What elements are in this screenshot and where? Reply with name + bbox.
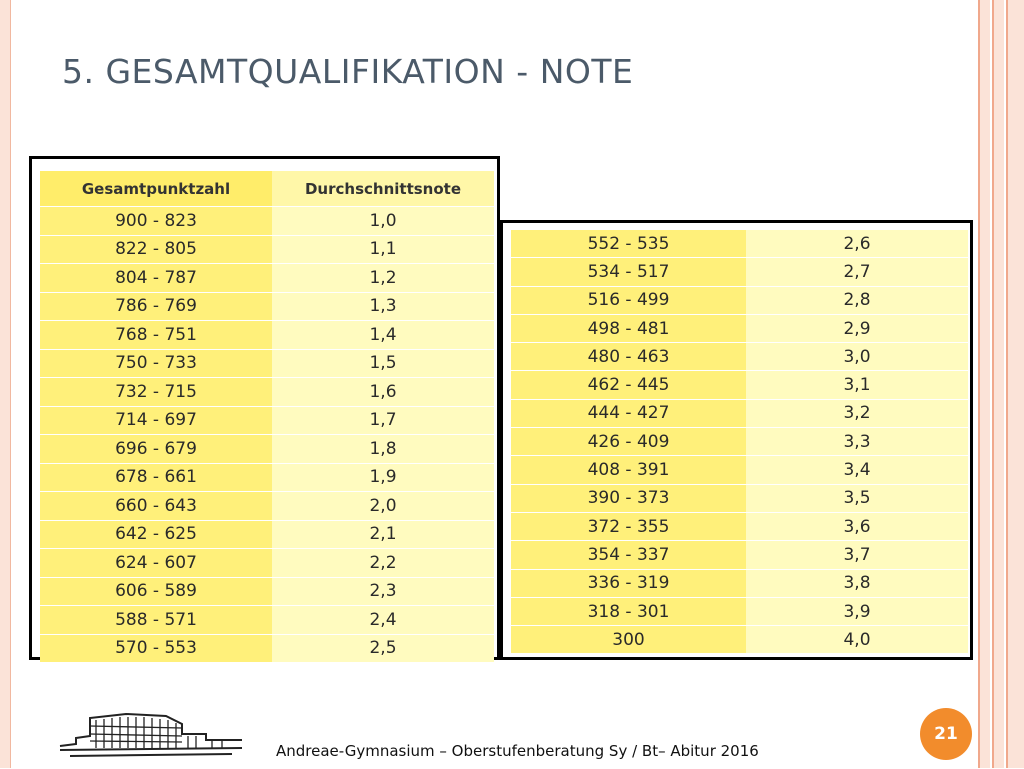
cell-total-points: 804 - 787 (40, 264, 272, 292)
table-row (511, 400, 968, 427)
cell-total-points: 822 - 805 (40, 236, 272, 264)
cell-total-points: 660 - 643 (40, 492, 272, 520)
cell-total-points: 588 - 571 (40, 606, 272, 634)
page-number-badge: 21 (920, 708, 972, 760)
slide-frame-right-stripe (1006, 0, 1024, 768)
cell-total-points: 714 - 697 (40, 407, 272, 435)
table-row (40, 606, 494, 634)
cell-total-points: 300 (511, 626, 746, 653)
table-row (511, 428, 968, 455)
table-row (511, 315, 968, 342)
slide-frame-right-stripe (978, 0, 990, 768)
cell-average-grade: 1,8 (272, 435, 494, 463)
cell-total-points: 732 - 715 (40, 378, 272, 406)
cell-total-points: 390 - 373 (511, 485, 746, 512)
cell-total-points: 624 - 607 (40, 549, 272, 577)
school-building-logo-icon (56, 710, 246, 765)
cell-average-grade: 2,7 (746, 258, 968, 285)
cell-average-grade: 2,4 (272, 606, 494, 634)
slide-frame-right-stripe (992, 0, 1004, 768)
slide-title: 5. GESAMTQUALIFIKATION - NOTE (62, 52, 634, 91)
table-row (511, 371, 968, 398)
cell-average-grade: 1,5 (272, 350, 494, 378)
cell-average-grade: 2,3 (272, 578, 494, 606)
cell-total-points: 900 - 823 (40, 207, 272, 235)
cell-average-grade: 1,7 (272, 407, 494, 435)
cell-average-grade: 2,1 (272, 521, 494, 549)
cell-average-grade: 1,3 (272, 293, 494, 321)
cell-total-points: 696 - 679 (40, 435, 272, 463)
table-row (40, 635, 494, 663)
table-row (40, 264, 494, 292)
cell-total-points: 750 - 733 (40, 350, 272, 378)
cell-total-points: 408 - 391 (511, 456, 746, 483)
cell-total-points: 480 - 463 (511, 343, 746, 370)
cell-average-grade: 2,8 (746, 287, 968, 314)
table-row (511, 230, 968, 257)
cell-average-grade: 1,0 (272, 207, 494, 235)
cell-average-grade: 3,9 (746, 598, 968, 625)
cell-total-points: 516 - 499 (511, 287, 746, 314)
slide-footer: Andreae-Gymnasium – Oberstufenberatung Sy / Bt– Abitur 2016 (276, 742, 759, 760)
cell-average-grade: 3,7 (746, 541, 968, 568)
cell-average-grade: 1,6 (272, 378, 494, 406)
cell-average-grade: 3,4 (746, 456, 968, 483)
cell-total-points: 336 - 319 (511, 570, 746, 597)
table-row (40, 378, 494, 406)
table-row (511, 485, 968, 512)
cell-average-grade: 3,5 (746, 485, 968, 512)
cell-total-points: 606 - 589 (40, 578, 272, 606)
table-row (40, 521, 494, 549)
cell-total-points: 372 - 355 (511, 513, 746, 540)
cell-total-points: 786 - 769 (40, 293, 272, 321)
cell-total-points: 534 - 517 (511, 258, 746, 285)
cell-total-points: 642 - 625 (40, 521, 272, 549)
cell-total-points: 462 - 445 (511, 371, 746, 398)
cell-average-grade: 1,1 (272, 236, 494, 264)
cell-total-points: 678 - 661 (40, 464, 272, 492)
table-row (511, 598, 968, 625)
grade-table (511, 229, 968, 654)
table-row (511, 570, 968, 597)
cell-average-grade: 2,9 (746, 315, 968, 342)
cell-average-grade: 4,0 (746, 626, 968, 653)
cell-total-points: 570 - 553 (40, 635, 272, 663)
table-row (40, 321, 494, 349)
cell-average-grade: 3,3 (746, 428, 968, 455)
cell-average-grade: 2,5 (272, 635, 494, 663)
cell-total-points: 552 - 535 (511, 230, 746, 257)
cell-average-grade: 2,6 (746, 230, 968, 257)
table-row (40, 492, 494, 520)
cell-total-points: 768 - 751 (40, 321, 272, 349)
table-row (40, 350, 494, 378)
cell-average-grade: 3,2 (746, 400, 968, 427)
cell-average-grade: 3,8 (746, 570, 968, 597)
table-row (511, 287, 968, 314)
cell-total-points: 318 - 301 (511, 598, 746, 625)
table-header-row (40, 171, 494, 206)
cell-average-grade: 2,0 (272, 492, 494, 520)
table-row (511, 513, 968, 540)
grade-table-right (500, 220, 973, 660)
table-row (40, 207, 494, 235)
table-row (40, 435, 494, 463)
cell-total-points: 426 - 409 (511, 428, 746, 455)
table-row (511, 456, 968, 483)
cell-total-points: 498 - 481 (511, 315, 746, 342)
cell-average-grade: 1,4 (272, 321, 494, 349)
table-row (40, 407, 494, 435)
cell-total-points: 444 - 427 (511, 400, 746, 427)
table-row (40, 236, 494, 264)
table-row (40, 578, 494, 606)
cell-total-points: 354 - 337 (511, 541, 746, 568)
table-row (511, 343, 968, 370)
grade-table-left (29, 156, 500, 660)
cell-average-grade: 3,1 (746, 371, 968, 398)
table-row (511, 258, 968, 285)
table-row (40, 464, 494, 492)
grade-table (40, 170, 494, 663)
cell-average-grade: 1,9 (272, 464, 494, 492)
table-row (511, 626, 968, 653)
cell-average-grade: 2,2 (272, 549, 494, 577)
cell-average-grade: 3,0 (746, 343, 968, 370)
table-row (511, 541, 968, 568)
column-header-average-grade: Durchschnittsnote (272, 171, 494, 206)
column-header-total-points: Gesamtpunktzahl (40, 171, 272, 206)
cell-average-grade: 1,2 (272, 264, 494, 292)
table-row (40, 549, 494, 577)
cell-average-grade: 3,6 (746, 513, 968, 540)
table-row (40, 293, 494, 321)
slide-frame-left (0, 0, 11, 768)
